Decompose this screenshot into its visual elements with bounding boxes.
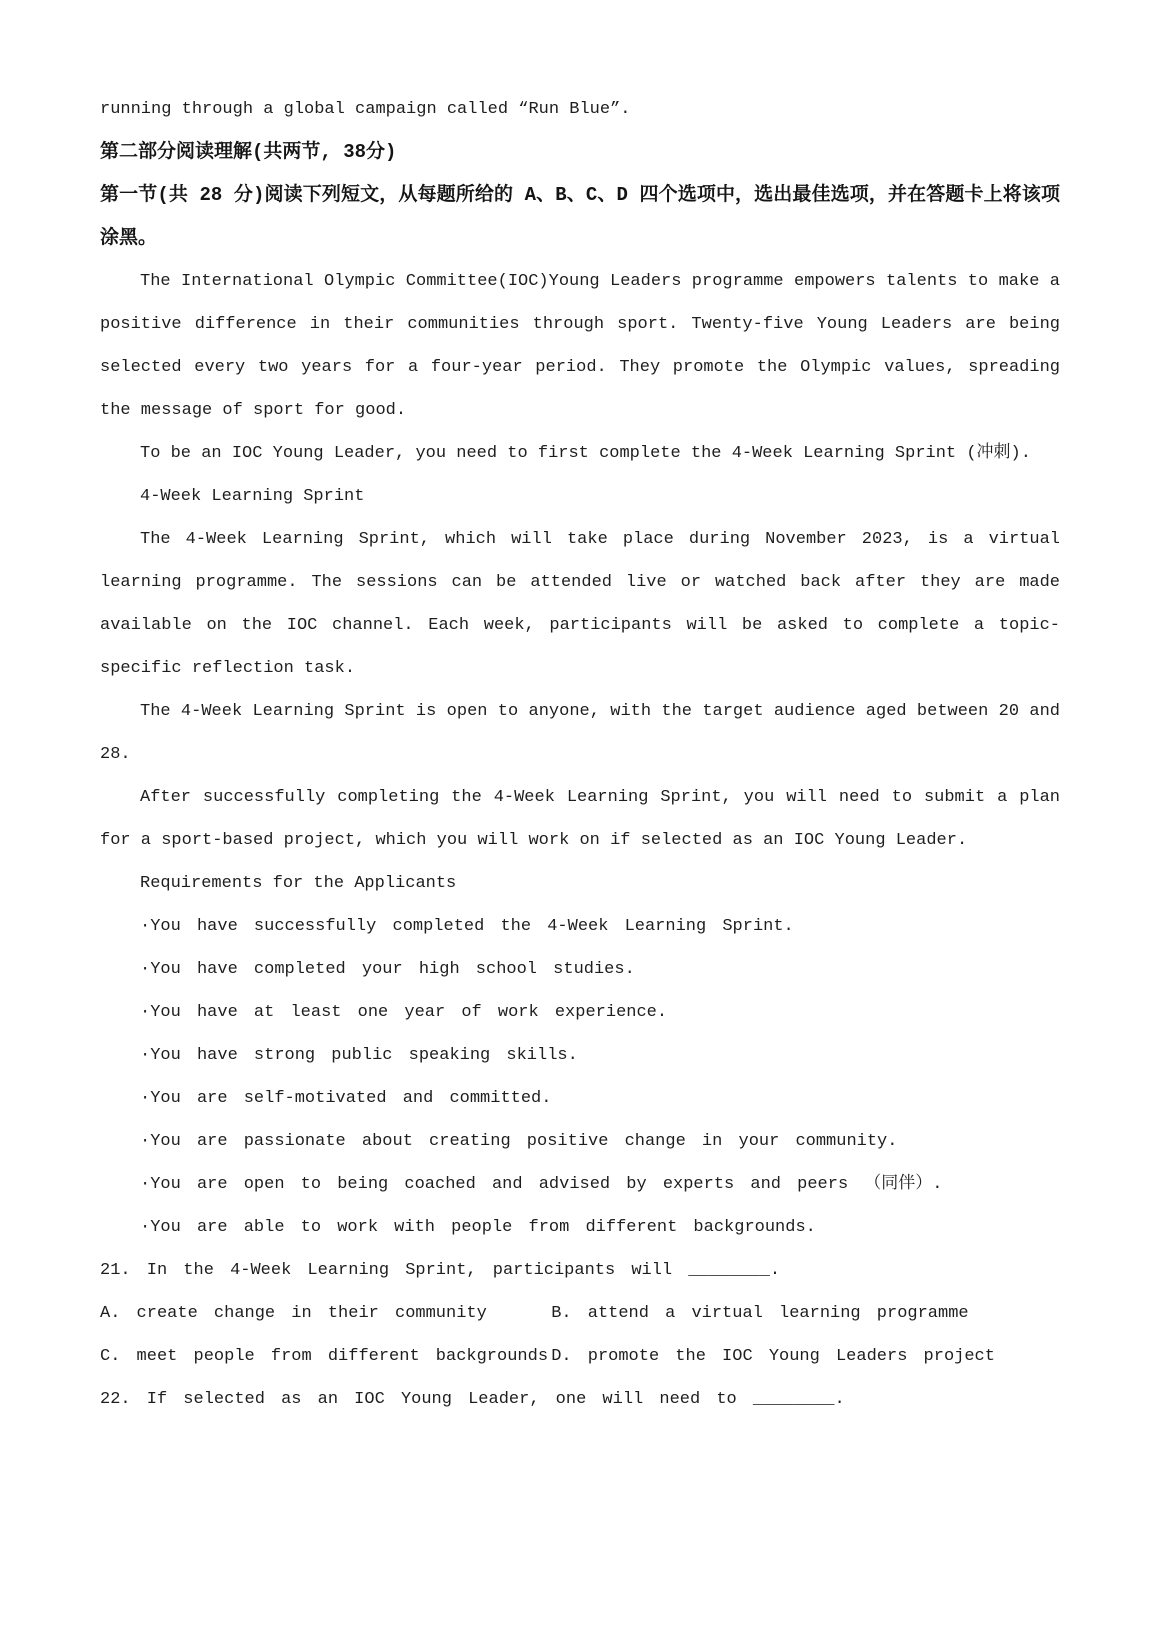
requirement-item-7: ·You are open to being coached and advised by experts and peers （同伴）.	[140, 1175, 943, 1194]
question-21-option-d: D. promote the IOC Young Leaders project	[551, 1347, 995, 1366]
question-21-stem: 21. In the 4-Week Learning Sprint, participants will ________.	[100, 1261, 781, 1280]
requirement-item-1: ·You have successfully completed the 4-Week Learning Sprint.	[140, 917, 794, 936]
requirements-subheading: Requirements for the Applicants	[140, 874, 457, 893]
requirement-item-4: ·You have strong public speaking skills.	[140, 1046, 578, 1065]
question-22-stem: 22. If selected as an IOC Young Leader, one will need to ________.	[100, 1390, 845, 1409]
requirement-item-3: ·You have at least one year of work experience.	[140, 1003, 668, 1022]
passage-paragraph-2: To be an IOC Young Leader, you need to first complete the 4-Week Learning Sprint (冲刺).	[140, 444, 1031, 463]
section-one-instructions: 第一节(共 28 分)阅读下列短文，从每题所给的 A、B、C、D 四个选项中，选出最佳选项，并在答题卡上将该项涂黑。	[100, 184, 1060, 249]
passage-paragraph-1: The International Olympic Committee(IOC)Young Leaders programme empowers talents to make a positive difference in their communities through sport. Twenty-five Young Leaders are being selected every two years for a four-year period. They promote the Olympic values, spreading the message of sport for good.	[100, 272, 1060, 420]
passage-paragraph-3: The 4-Week Learning Sprint, which will take place during November 2023, is a virtual learning programme. The sessions can be attended live or watched back after they are made available on the IOC channel. Each week, participants will be asked to complete a topic-specific reflection task.	[100, 530, 1060, 678]
question-21-option-a: A. create change in their community	[100, 1304, 487, 1323]
question-21-options-row-cd	[100, 1335, 1060, 1378]
sprint-subheading: 4-Week Learning Sprint	[140, 487, 365, 506]
requirement-item-6: ·You are passionate about creating positive change in your community.	[140, 1132, 898, 1151]
requirement-item-2: ·You have completed your high school studies.	[140, 960, 635, 979]
question-21-option-b: B. attend a virtual learning programme	[551, 1304, 969, 1323]
question-21-options-row-ab	[100, 1292, 1060, 1335]
requirement-item-8: ·You are able to work with people from different backgrounds.	[140, 1218, 816, 1237]
requirement-item-5: ·You are self-motivated and committed.	[140, 1089, 552, 1108]
question-21-option-c: C. meet people from different backgrounds	[100, 1347, 549, 1366]
passage-paragraph-4: The 4-Week Learning Sprint is open to anyone, with the target audience aged between 20 and 28.	[100, 702, 1060, 764]
passage-paragraph-5: After successfully completing the 4-Week Learning Sprint, you will need to submit a plan for a sport-based project, which you will work on if selected as an IOC Young Leader.	[100, 788, 1060, 850]
intro-line: running through a global campaign called “Run Blue”.	[100, 100, 631, 119]
part-two-heading: 第二部分阅读理解(共两节, 38分)	[100, 141, 397, 163]
